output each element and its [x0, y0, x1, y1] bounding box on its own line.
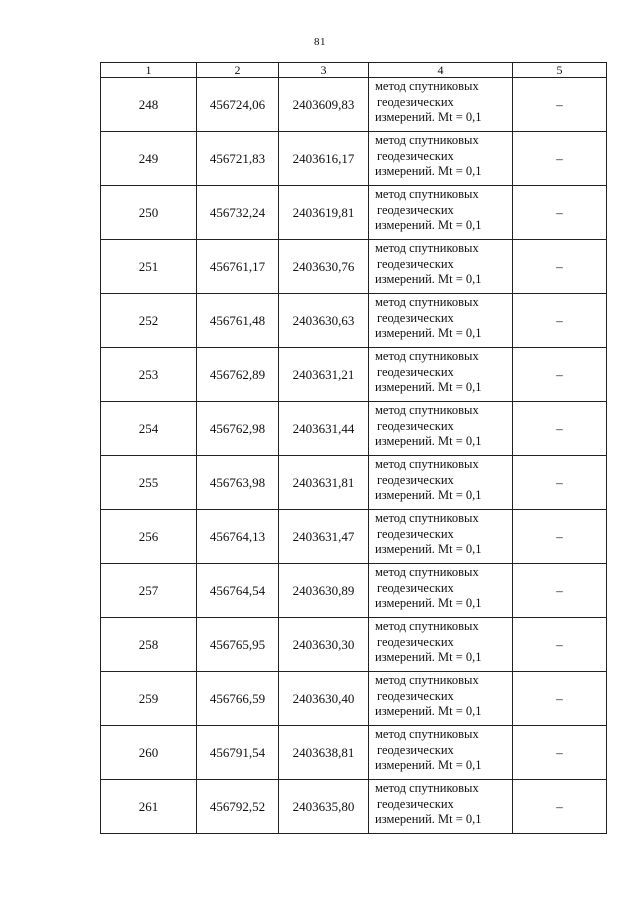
point-number-cell: 251: [101, 240, 197, 294]
method-line: измерений. Mt = 0,1: [375, 164, 482, 178]
point-number-cell: 253: [101, 348, 197, 402]
table-body: [101, 78, 607, 834]
method-line: измерений. Mt = 0,1: [375, 218, 482, 232]
point-number-cell: 250: [101, 186, 197, 240]
method-line: метод спутниковых: [375, 187, 479, 201]
table-row: [101, 726, 607, 780]
table-row: [101, 402, 607, 456]
note-cell: –: [513, 510, 607, 564]
method-line: метод спутниковых: [375, 403, 479, 417]
method-line: метод спутниковых: [375, 295, 479, 309]
column-header: 4: [369, 63, 513, 78]
x-coordinate-cell: 456762,89: [197, 348, 279, 402]
method-line: метод спутниковых: [375, 619, 479, 633]
method-line: геодезических: [377, 148, 454, 163]
table-row: [101, 186, 607, 240]
method-line: метод спутниковых: [375, 727, 479, 741]
x-coordinate-cell: 456764,54: [197, 564, 279, 618]
method-line: измерений. Mt = 0,1: [375, 812, 482, 826]
method-line: измерений. Mt = 0,1: [375, 326, 482, 340]
table-row: [101, 672, 607, 726]
coordinates-table: [100, 62, 607, 834]
method-cell: [369, 672, 513, 726]
method-cell: [369, 618, 513, 672]
method-line: метод спутниковых: [375, 133, 479, 147]
note-cell: –: [513, 294, 607, 348]
x-coordinate-cell: 456761,17: [197, 240, 279, 294]
method-line: метод спутниковых: [375, 457, 479, 471]
table-row: [101, 456, 607, 510]
method-line: геодезических: [377, 202, 454, 217]
y-coordinate-cell: 2403630,40: [279, 672, 369, 726]
method-cell: [369, 510, 513, 564]
method-line: измерений. Mt = 0,1: [375, 272, 482, 286]
method-line: геодезических: [377, 310, 454, 325]
y-coordinate-cell: 2403631,81: [279, 456, 369, 510]
method-line: измерений. Mt = 0,1: [375, 110, 482, 124]
point-number-cell: 257: [101, 564, 197, 618]
y-coordinate-cell: 2403619,81: [279, 186, 369, 240]
table-row: [101, 510, 607, 564]
method-line: измерений. Mt = 0,1: [375, 650, 482, 664]
method-line: геодезических: [377, 688, 454, 703]
method-line: метод спутниковых: [375, 673, 479, 687]
method-line: геодезических: [377, 472, 454, 487]
note-cell: –: [513, 186, 607, 240]
y-coordinate-cell: 2403631,47: [279, 510, 369, 564]
x-coordinate-cell: 456766,59: [197, 672, 279, 726]
point-number-cell: 249: [101, 132, 197, 186]
method-line: измерений. Mt = 0,1: [375, 380, 482, 394]
column-header: 1: [101, 63, 197, 78]
table-row: [101, 294, 607, 348]
method-line: измерений. Mt = 0,1: [375, 488, 482, 502]
y-coordinate-cell: 2403609,83: [279, 78, 369, 132]
method-line: геодезических: [377, 364, 454, 379]
x-coordinate-cell: 456724,06: [197, 78, 279, 132]
method-line: измерений. Mt = 0,1: [375, 704, 482, 718]
method-line: геодезических: [377, 418, 454, 433]
method-cell: [369, 780, 513, 834]
x-coordinate-cell: 456721,83: [197, 132, 279, 186]
x-coordinate-cell: 456792,52: [197, 780, 279, 834]
column-header: 5: [513, 63, 607, 78]
y-coordinate-cell: 2403631,21: [279, 348, 369, 402]
method-cell: [369, 294, 513, 348]
column-header: 3: [279, 63, 369, 78]
method-cell: [369, 564, 513, 618]
note-cell: –: [513, 78, 607, 132]
point-number-cell: 248: [101, 78, 197, 132]
table-row: [101, 564, 607, 618]
table-row: [101, 240, 607, 294]
note-cell: –: [513, 402, 607, 456]
x-coordinate-cell: 456732,24: [197, 186, 279, 240]
note-cell: –: [513, 780, 607, 834]
method-cell: [369, 456, 513, 510]
note-cell: –: [513, 726, 607, 780]
method-cell: [369, 78, 513, 132]
table-row: [101, 348, 607, 402]
table-row: [101, 780, 607, 834]
column-header: 2: [197, 63, 279, 78]
method-line: геодезических: [377, 742, 454, 757]
method-line: измерений. Mt = 0,1: [375, 542, 482, 556]
point-number-cell: 254: [101, 402, 197, 456]
note-cell: –: [513, 672, 607, 726]
point-number-cell: 258: [101, 618, 197, 672]
method-line: метод спутниковых: [375, 241, 479, 255]
x-coordinate-cell: 456765,95: [197, 618, 279, 672]
note-cell: –: [513, 348, 607, 402]
table-row: [101, 618, 607, 672]
method-cell: [369, 726, 513, 780]
note-cell: –: [513, 132, 607, 186]
point-number-cell: 260: [101, 726, 197, 780]
y-coordinate-cell: 2403638,81: [279, 726, 369, 780]
method-cell: [369, 402, 513, 456]
y-coordinate-cell: 2403630,63: [279, 294, 369, 348]
method-cell: [369, 240, 513, 294]
note-cell: –: [513, 456, 607, 510]
x-coordinate-cell: 456791,54: [197, 726, 279, 780]
y-coordinate-cell: 2403630,89: [279, 564, 369, 618]
x-coordinate-cell: 456763,98: [197, 456, 279, 510]
method-line: геодезических: [377, 256, 454, 271]
x-coordinate-cell: 456762,98: [197, 402, 279, 456]
method-line: метод спутниковых: [375, 781, 479, 795]
method-cell: [369, 186, 513, 240]
method-cell: [369, 132, 513, 186]
page-number: 81: [314, 36, 326, 48]
note-cell: –: [513, 618, 607, 672]
x-coordinate-cell: 456764,13: [197, 510, 279, 564]
point-number-cell: 261: [101, 780, 197, 834]
point-number-cell: 259: [101, 672, 197, 726]
point-number-cell: 256: [101, 510, 197, 564]
y-coordinate-cell: 2403616,17: [279, 132, 369, 186]
note-cell: –: [513, 240, 607, 294]
y-coordinate-cell: 2403630,76: [279, 240, 369, 294]
point-number-cell: 252: [101, 294, 197, 348]
table-row: [101, 132, 607, 186]
point-number-cell: 255: [101, 456, 197, 510]
method-line: метод спутниковых: [375, 349, 479, 363]
method-line: измерений. Mt = 0,1: [375, 434, 482, 448]
method-line: геодезических: [377, 94, 454, 109]
table-row: [101, 78, 607, 132]
method-line: измерений. Mt = 0,1: [375, 596, 482, 610]
note-cell: –: [513, 564, 607, 618]
y-coordinate-cell: 2403635,80: [279, 780, 369, 834]
method-line: геодезических: [377, 526, 454, 541]
table-header-row: [101, 63, 607, 78]
x-coordinate-cell: 456761,48: [197, 294, 279, 348]
method-cell: [369, 348, 513, 402]
method-line: метод спутниковых: [375, 511, 479, 525]
method-line: метод спутниковых: [375, 79, 479, 93]
method-line: геодезических: [377, 580, 454, 595]
y-coordinate-cell: 2403631,44: [279, 402, 369, 456]
y-coordinate-cell: 2403630,30: [279, 618, 369, 672]
method-line: измерений. Mt = 0,1: [375, 758, 482, 772]
method-line: метод спутниковых: [375, 565, 479, 579]
method-line: геодезических: [377, 796, 454, 811]
method-line: геодезических: [377, 634, 454, 649]
